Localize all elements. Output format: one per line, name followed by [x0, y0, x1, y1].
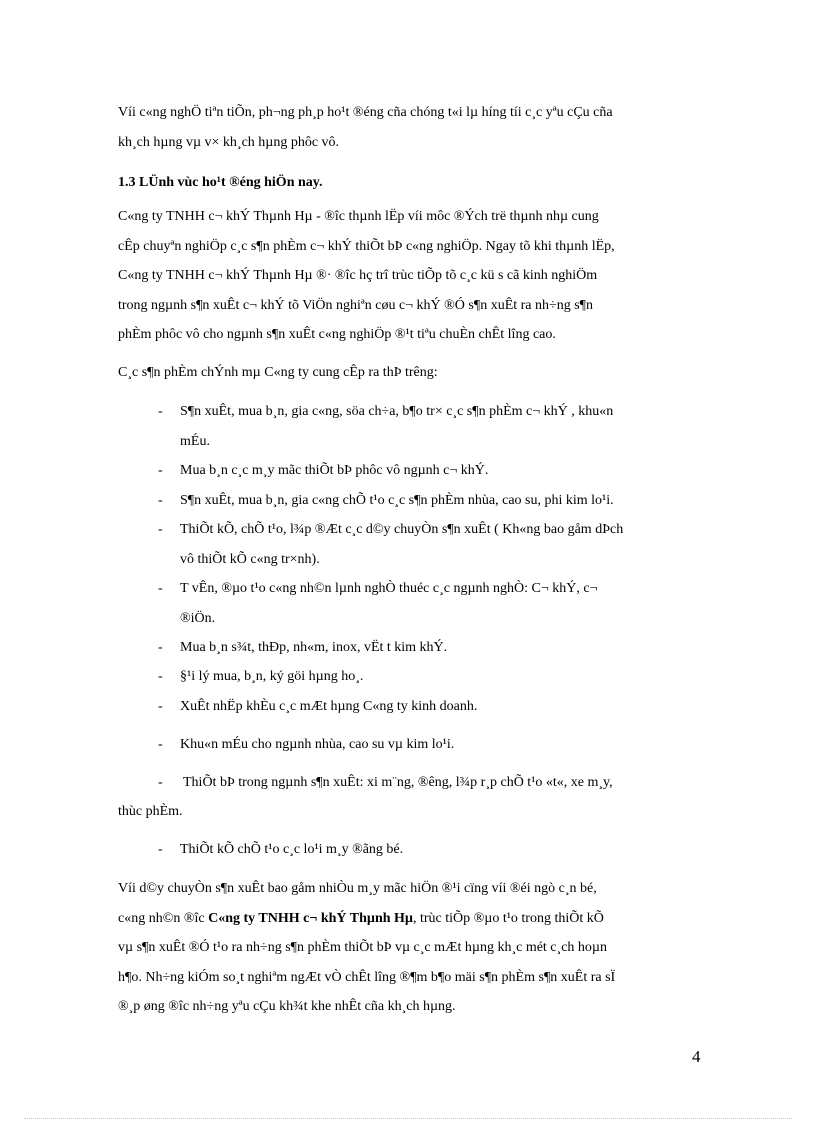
list-item-text — [180, 633, 700, 663]
list-item-text — [180, 730, 700, 760]
intro-paragraph — [118, 98, 698, 157]
production-line-3: vµ s¶n xuÊt ®Ó t¹o ra nh÷ng s¶n phÈm thiÕt bÞ vµ c¸c mÆt hµng kh¸c mét c¸ch hoµn — [118, 940, 607, 955]
bullet-dash: - — [158, 737, 163, 752]
intro-line-1: Víi c«ng nghÖ tiªn tiÕn, ph¬ng ph¸p ho¹t ®éng cña chóng t«i lµ híng tíi c¸c yªu cÇu cña — [118, 105, 613, 120]
production-paragraph — [118, 874, 698, 1022]
company-line-3: C«ng ty TNHH c¬ khÝ Thµnh Hµ ®· ®îc hç trî trùc tiÕp tõ c¸c kü s cã kinh nghiÖm — [118, 268, 598, 283]
list-item-text — [180, 456, 700, 486]
list-item-text — [183, 768, 703, 798]
bullet-dash: - — [158, 699, 163, 714]
list-item-line: S¶n xuÊt, mua b¸n, gia c«ng, söa ch÷a, b¶o tr× c¸c s¶n phÈm c¬ khÝ , khu«n — [180, 404, 614, 419]
list-item-line: ThiÕt bÞ trong ngµnh s¶n xuÊt: xi m¨ng, ®êng, l¾p r¸p chÕ t¹o «t«, xe m¸y, — [183, 775, 613, 790]
list-item-line: §¹i lý mua, b¸n, ký göi hµng ho¸. — [180, 669, 364, 684]
list-item-text — [180, 515, 700, 574]
production-line-2 — [118, 904, 698, 934]
intro-line-2: kh¸ch hµng vµ v× kh¸ch hµng phôc vô. — [118, 134, 340, 150]
list-item-text — [180, 574, 700, 633]
list-item-line: Khu«n mÉu cho ngµnh nhùa, cao su vµ kim lo¹i. — [180, 737, 455, 752]
company-paragraph — [118, 202, 698, 350]
products-intro-text: C¸c s¶n phÈm chÝnh mµ C«ng ty cung cÊp ra thÞ trêng: — [118, 365, 438, 380]
list-item-text — [180, 486, 700, 516]
company-line-2: cÊp chuyªn nghiÖp c¸c s¶n phÈm c¬ khÝ thiÕt bÞ c«ng nghiÖp. Ngay tõ khi thµnh lËp, — [118, 238, 615, 254]
bullet-dash: - — [158, 404, 163, 419]
production-line-2-start: c«ng nh©n ®îc — [118, 910, 209, 926]
list-item-line: XuÊt nhËp khÈu c¸c mÆt hµng C«ng ty kinh doanh. — [180, 699, 478, 714]
list-item-text — [180, 692, 700, 722]
list-item-text — [180, 397, 700, 456]
bullet-dash: - — [158, 581, 163, 596]
list-item-line: Mua b¸n s¾t, thÐp, nh«m, inox, vËt t kim khÝ. — [180, 640, 448, 655]
list-item-line: T vÊn, ®µo t¹o c«ng nh©n lµnh nghÒ thuéc c¸c ngµnh nghÒ: C¬ khÝ, c¬ — [180, 581, 598, 596]
products-intro — [118, 358, 698, 388]
bullet-dash: - — [158, 522, 163, 537]
list-item-line: thùc phÈm. — [118, 804, 183, 819]
bullet-dash: - — [158, 493, 163, 508]
production-line-5: ®¸p øng ®îc nh÷ng yªu cÇu kh¾t khe nhÊt cña kh¸ch hµng. — [118, 999, 456, 1014]
bullet-dash: - — [158, 463, 163, 478]
company-line-5: phÈm phôc vô cho ngµnh s¶n xuÊt c«ng nghiÖp ®¹t tiªu chuÈn chÊt lîng cao. — [118, 327, 556, 342]
company-line-4: trong ngµnh s¶n xuÊt c¬ khÝ tõ ViÖn nghiªn cøu c¬ khÝ ®Ó s¶n xuÊt ra nh÷ng s¶n — [118, 297, 593, 313]
company-name-bold: C«ng ty TNHH c¬ khÝ Thµnh Hµ — [208, 910, 413, 926]
list-item-line: S¶n xuÊt, mua b¸n, gia c«ng chÕ t¹o c¸c s¶n phÈm nhùa, cao su, phi kim lo¹i. — [180, 493, 614, 508]
list-item-text — [118, 797, 638, 827]
list-item-text — [180, 835, 700, 865]
bullet-dash: - — [158, 775, 163, 790]
list-item-line: ®iÖn. — [180, 610, 216, 626]
production-line-2-end: , trùc tiÕp ®µo t¹o trong thiÕt kÕ — [412, 910, 604, 926]
list-item-line: Mua b¸n c¸c m¸y mãc thiÕt bÞ phôc vô ngµnh c¬ khÝ. — [180, 463, 489, 478]
list-item-line: ThiÕt kÕ chÕ t¹o c¸c lo¹i m¸y ®ãng bé. — [180, 842, 404, 857]
page-number: 4 — [692, 1047, 701, 1066]
list-item-line: ThiÕt kÕ, chÕ t¹o, l¾p ®Æt c¸c d©y chuyÒn s¶n xuÊt ( Kh«ng bao gåm dÞch — [180, 522, 624, 537]
bullet-dash: - — [158, 842, 163, 857]
section-heading: 1.3 LÜnh vùc ho¹t ®éng hiÖn nay. — [118, 175, 323, 190]
production-line-4: h¶o. Nh÷ng kiÓm so¸t nghiªm ngÆt vÒ chÊt lîng ®¶m b¶o mäi s¶n phÈm s¶n xuÊt ra sÏ — [118, 969, 616, 985]
page-bottom-rule — [24, 1118, 792, 1119]
production-line-1: Víi d©y chuyÒn s¶n xuÊt bao gåm nhiÒu m¸y mãc hiÖn ®¹i cïng víi ®éi ngò c¸n bé, — [118, 881, 597, 896]
bullet-dash: - — [158, 669, 163, 684]
list-item-line: mÉu. — [180, 433, 210, 449]
list-item-line: vô thiÕt kÕ c«ng tr×nh). — [180, 551, 320, 567]
bullet-dash: - — [158, 640, 163, 655]
company-line-1: C«ng ty TNHH c¬ khÝ Thµnh Hµ - ®îc thµnh lËp víi môc ®Ých trë thµnh nhµ cung — [118, 209, 599, 224]
list-item-text — [180, 662, 700, 692]
